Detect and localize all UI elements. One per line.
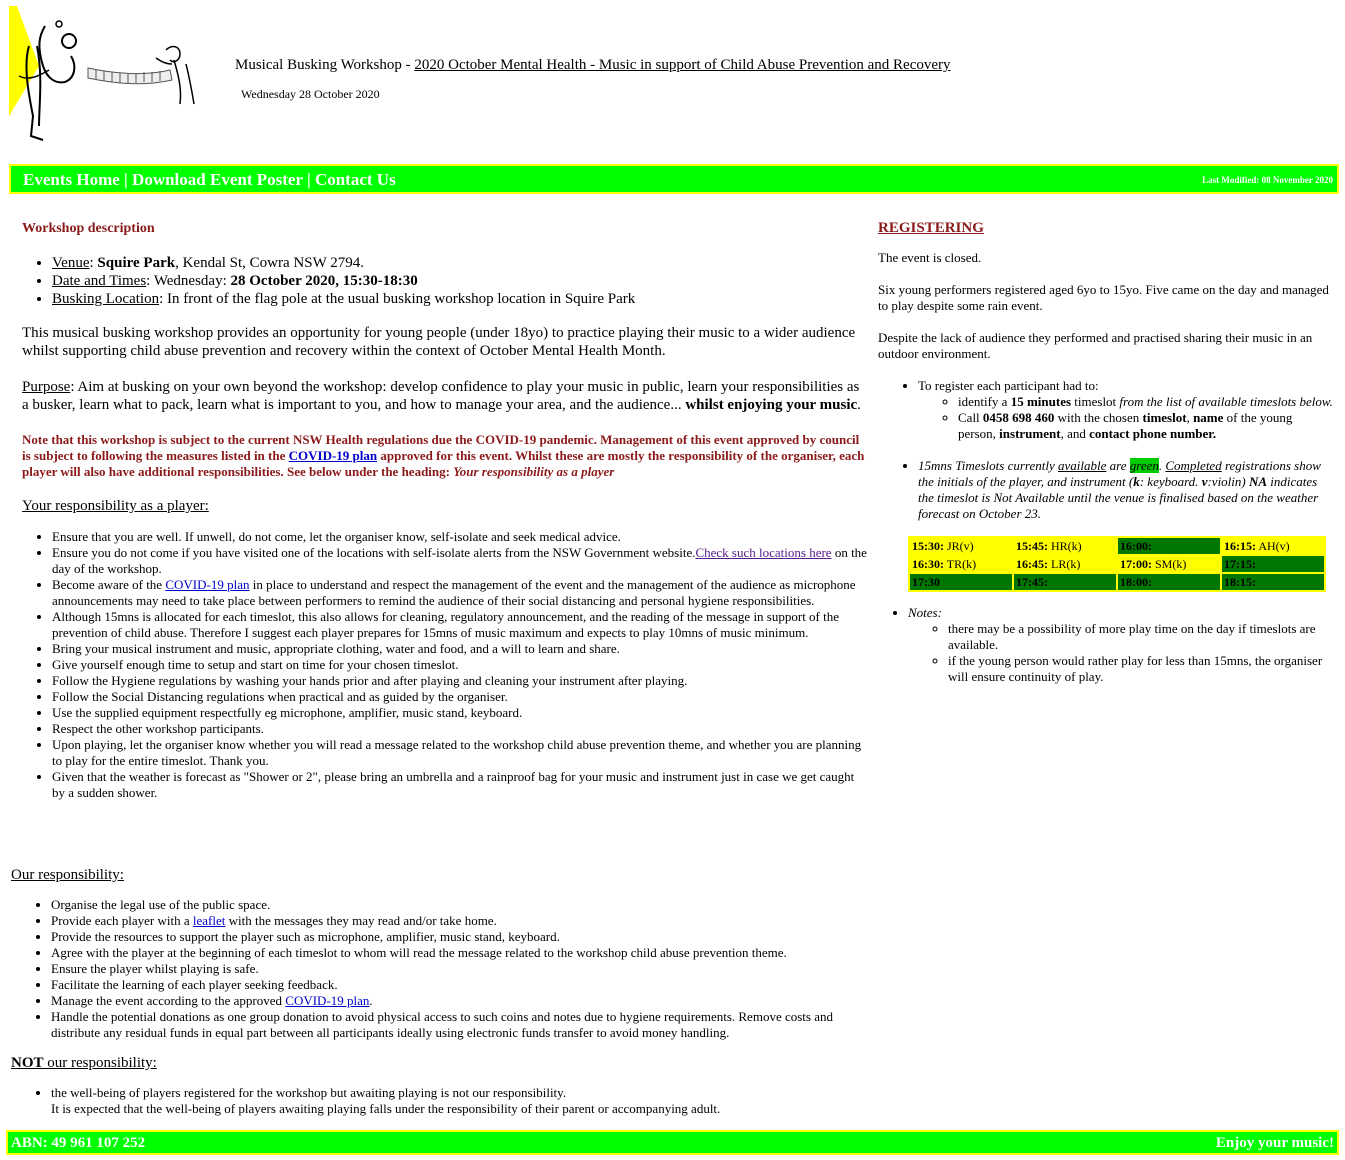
timeslot-time: 16:15:: [1224, 539, 1256, 553]
purpose-paragraph: [22, 378, 867, 414]
ts-available: available: [1058, 458, 1107, 473]
timeslot-cell: [1222, 556, 1324, 572]
timeslot-player: AH(v): [1256, 539, 1290, 553]
nav-download-poster-link[interactable]: Download Event Poster: [132, 170, 303, 189]
timeslot-player: HR(k): [1048, 539, 1082, 553]
not-heading-text: our responsibility:: [43, 1055, 157, 1071]
table-row: [910, 574, 1324, 590]
timeslot-time: 16:00:: [1120, 539, 1152, 553]
ts-green-highlight: green: [1129, 458, 1159, 473]
covid-note: [22, 432, 867, 480]
not-our-responsibility-list: [11, 1085, 871, 1117]
timeslot-cell: [910, 556, 1012, 572]
timeslot-time: 16:45:: [1016, 557, 1048, 571]
title-prefix: Musical Busking Workshop -: [235, 57, 415, 73]
timeslot-player: SM(k): [1152, 557, 1187, 571]
registration-steps-list: [878, 378, 1333, 442]
timeslot-player: JR(v): [944, 539, 974, 553]
list-item: • Provide the resources to support the player such as microphone, amplifier, music stand, keyboard.: [51, 929, 871, 945]
list-item: [51, 913, 871, 929]
date-value: 28 October 2020, 15:30-18:30: [230, 273, 418, 289]
covid-note-text: approved for this event. Whilst these are mostly the responsibility of the organiser, each player will also have additional responsibilities. See below under the heading:: [22, 448, 865, 479]
ts-text: indicates the timeslot is Not Available until the venue is finalised based on the weather forecast on October 23.: [918, 474, 1319, 521]
timeslot-time: 16:30:: [912, 557, 944, 571]
timeslot-time: 15:45:: [1016, 539, 1048, 553]
venue-name: Squire Park: [97, 255, 176, 271]
step-text: Call: [958, 410, 983, 425]
workshop-description-section: [22, 218, 867, 801]
step-bold: contact phone number.: [1089, 426, 1217, 441]
ts-text: :violin): [1207, 474, 1249, 489]
purpose-end: .: [857, 397, 861, 413]
venue-label: Venue: [52, 255, 90, 271]
timeslot-cell: [1118, 538, 1220, 554]
timeslot-cell: [1014, 574, 1116, 590]
list-item: • Follow the Hygiene regulations by washing your hands prior and after playing and cleaning your instrument after playing.: [52, 673, 867, 689]
list-item: • Follow the Social Distancing regulations when practical and as guided by the organiser.: [52, 689, 867, 705]
timeslot-time: 18:00:: [1120, 575, 1152, 589]
not-text: It is expected that the well-being of players awaiting playing falls under the responsibility of their parent or accompanying adult.: [51, 1101, 721, 1116]
our-responsibility-heading: [11, 866, 871, 884]
timeslot-cell: [910, 538, 1012, 554]
list-item: • Handle the potential donations as one group donation to avoid physical access to such coins and notes due to hygiene requirements. Remove costs and distribute any residual funds in equal part between all participants ideally using electronic funds transfer to avoid money handling.: [51, 1009, 871, 1041]
list-item: [51, 1085, 871, 1117]
nav-links: [23, 170, 396, 190]
notes-label: Notes:: [908, 605, 942, 620]
location-value: : In front of the flag pole at the usual busking workshop location in Squire Park: [159, 291, 636, 307]
timeslot-time: 17:15:: [1224, 557, 1256, 571]
resp-text: in place to understand and respect the management of the event and the management of the audience as microphone announcements may need to take place between performers to remind the audience of their social distancing and personal hygiene responsibilities.: [52, 577, 856, 608]
list-item: • Give yourself enough time to setup and start on time for your chosen timeslot.: [52, 657, 867, 673]
saxophone-player-logo-icon: [9, 6, 79, 146]
list-item: • Ensure that you are well. If unwell, do not come, let the organiser know, self-isolate and seek medical advice.: [52, 529, 867, 545]
step-text: of the young person,: [958, 410, 1293, 441]
to-register-text: To register each participant had to:: [918, 378, 1099, 393]
step-text: ,: [1186, 410, 1194, 425]
table-row: [910, 538, 1324, 554]
not-our-responsibility-heading: [11, 1054, 871, 1072]
our-text: .: [369, 993, 373, 1008]
timeslot-table-body: [910, 538, 1324, 590]
nav-separator: |: [119, 170, 133, 189]
nav-contact-us-link[interactable]: Contact Us: [314, 170, 396, 189]
list-item: ◦ there may be a possibility of more play time on the day if timeslots are available.: [948, 621, 1333, 653]
ts-text: are: [1106, 458, 1130, 473]
list-item: • Use the supplied equipment respectfully eg microphone, amplifier, music stand, keyboard.: [52, 705, 867, 721]
player-responsibility-list: [22, 529, 867, 801]
page-footer: [6, 1130, 1339, 1155]
event-details-list: [22, 254, 867, 308]
list-item: [958, 410, 1333, 442]
covid-note-italic: Your responsibility as a player: [453, 464, 615, 479]
resp-text: Ensure you do not come if you have visited one of the locations with self-isolate alerts from the NSW Government website.: [52, 545, 696, 560]
enjoy-text: Enjoy your music!: [1215, 1135, 1334, 1151]
ts-text: 15mns Timeslots currently: [918, 458, 1058, 473]
list-item: • Agree with the player at the beginning of each timeslot to whom will read the message related to the workshop child abuse prevention theme.: [51, 945, 871, 961]
purpose-text: : Aim at busking on your own beyond the workshop: develop confidence to play your music in public, learn your responsibilities as a busker, learn what to pack, learn what is important to you, and how to manage your area, and the audience...: [22, 379, 860, 413]
timeslot-time: 15:30:: [912, 539, 944, 553]
registration-summary: Six young performers registered aged 6yo to 15yo. Five came on the day and managed to play despite some rain event.: [878, 282, 1329, 313]
list-item: • Venue: Squire Park, Kendal St, Cowra NSW 2794.: [52, 254, 867, 272]
list-item: • Organise the legal use of the public space.: [51, 897, 871, 913]
abn-text: ABN: 49 961 107 252: [11, 1135, 146, 1151]
your-responsibility-heading: [22, 497, 867, 515]
timeslot-cell: [1118, 556, 1220, 572]
timeslot-cell: [1014, 556, 1116, 572]
step-bold: timeslot: [1142, 410, 1187, 425]
table-row: [910, 556, 1324, 572]
resp-text: on the day of the workshop.: [52, 545, 867, 576]
list-item: • Given that the weather is forecast as "Shower or 2", please bring an umbrella and a rainproof bag for your music and instrument just in case we get caught by a sudden shower.: [52, 769, 867, 801]
step-bold: 15 minutes: [1010, 394, 1072, 409]
event-closed-text: The event is closed.: [878, 250, 982, 265]
step-text: , and: [1060, 426, 1090, 441]
ts-bold: NA: [1248, 474, 1268, 489]
our-responsibility-heading-text: Our responsibility:: [11, 867, 124, 883]
keyboard-player-logo-icon: [86, 40, 198, 106]
list-item: • Although 15mns is allocated for each timeslot, this also allows for cleaning, regulatory announcement, and the reading of the message in support of the prevention of child abuse. Therefore I suggest each player prepares for 15mns of music maximum and expects to play 10mns of music minimum.: [52, 609, 867, 641]
list-item: [958, 394, 1333, 410]
your-responsibility-heading-text: Your responsibility as a player:: [22, 498, 209, 514]
list-item: [51, 993, 871, 1009]
step-bold: instrument: [999, 426, 1061, 441]
nav-events-home-link[interactable]: Events Home: [23, 170, 120, 189]
step-text: timeslot: [1071, 394, 1120, 409]
page-title: [235, 57, 951, 74]
list-item: [918, 458, 1333, 522]
list-item: [52, 545, 867, 577]
timeslot-time: 17:45:: [1016, 575, 1048, 589]
timeslot-cell: [1222, 538, 1324, 554]
list-item: • Facilitate the learning of each player seeking feedback.: [51, 977, 871, 993]
our-text: with the messages they may read and/or take home.: [225, 913, 497, 928]
covid-plan-link[interactable]: COVID-19 plan: [285, 993, 370, 1008]
audience-note: Despite the lack of audience they performed and practised sharing their music in an outdoor environment.: [878, 330, 1313, 361]
timeslot-cell: [910, 574, 1012, 590]
phone-number: 0458 698 460: [982, 410, 1055, 425]
step-italic: from the list of available timeslots below.: [1119, 394, 1333, 409]
notes-list: [878, 605, 1333, 685]
not-text: the well-being of players registered for the workshop but awaiting playing is not our responsibility.: [51, 1085, 567, 1100]
ts-text: registrations show the initials of the player, and instrument (: [918, 458, 1321, 489]
event-date: Wednesday 28 October 2020: [241, 87, 380, 101]
registering-section: [878, 218, 1333, 685]
timeslot-player: TR(k): [944, 557, 977, 571]
list-item: • Bring your musical instrument and music, appropriate clothing, water and food, and a will to learn and share.: [52, 641, 867, 657]
timeslot-cell: [1014, 538, 1116, 554]
check-locations-link[interactable]: Check such locations here: [695, 545, 832, 560]
ts-text: .: [1158, 458, 1166, 473]
title-link[interactable]: 2020 October Mental Health - Music in support of Child Abuse Prevention and Recovery: [414, 57, 951, 73]
workshop-heading: Workshop description: [22, 221, 155, 236]
last-modified: Last Modified: 08 November 2020: [1202, 175, 1333, 185]
timeslot-time: 17:30: [912, 575, 940, 589]
timeslot-time: 18:15:: [1224, 575, 1256, 589]
timeslot-table: [908, 536, 1326, 592]
list-item: ◦ if the young person would rather play for less than 15mns, the organiser will ensure continuity of play.: [948, 653, 1333, 685]
covid-plan-link[interactable]: COVID-19 plan: [165, 577, 250, 592]
purpose-label: Purpose: [22, 379, 71, 395]
our-responsibility-list: [11, 897, 871, 1041]
purpose-bold: whilst enjoying your music: [685, 397, 858, 413]
our-responsibility-section: [11, 866, 871, 1117]
timeslot-player: LR(k): [1048, 557, 1081, 571]
timeslot-time: 17:00:: [1120, 557, 1152, 571]
notes-sublist: [908, 621, 1333, 685]
leaflet-link[interactable]: leaflet: [192, 913, 226, 928]
list-item: [52, 290, 867, 308]
ts-bold: k: [1133, 474, 1140, 489]
list-item: • Ensure the player whilst playing is safe.: [51, 961, 871, 977]
ts-bold: v: [1201, 474, 1208, 489]
not-bold: NOT: [11, 1055, 44, 1071]
list-item: [52, 577, 867, 609]
ts-text: : keyboard.: [1139, 474, 1202, 489]
intro-paragraph: This musical busking workshop provides an opportunity for young people (under 18yo) to practice playing their music to a wider audience whilst supporting child abuse prevention and recovery within the context of October Mental Health Month.: [22, 325, 856, 359]
timeslot-info-list: [878, 458, 1333, 522]
list-item: [918, 378, 1333, 442]
list-item: • Upon playing, let the organiser know whether you will read a message related to the workshop child abuse prevention theme, and whether you are planning to play for the entire timeslot. Thank you.: [52, 737, 867, 769]
step-text: identify a: [958, 394, 1011, 409]
list-item: [908, 605, 1333, 685]
timeslot-cell: [1118, 574, 1220, 590]
step-text: with the chosen: [1054, 410, 1143, 425]
our-text: Manage the event according to the approved: [51, 993, 286, 1008]
ts-completed: Completed: [1165, 458, 1222, 473]
list-item: • Respect the other workshop participants.: [52, 721, 867, 737]
list-item: [52, 272, 867, 290]
our-text: Provide each player with a: [51, 913, 193, 928]
date-label: Date and Times: [52, 273, 147, 289]
venue-address: , Kendal St, Cowra NSW 2794.: [175, 255, 364, 271]
covid-note-text: Note that this workshop is subject to the current NSW Health regulations due the COVID-19 pandemic. Management of this event approved by council is subject to following the measures listed in the: [22, 432, 860, 463]
resp-text: Become aware of the: [52, 577, 166, 592]
covid-plan-link[interactable]: COVID-19 plan: [288, 448, 378, 463]
nav-bar: [9, 164, 1339, 194]
date-prefix: : Wednesday:: [146, 273, 231, 289]
step-bold: name: [1193, 410, 1224, 425]
page-header: [0, 0, 1345, 160]
nav-separator: |: [302, 170, 315, 189]
timeslot-cell: [1222, 574, 1324, 590]
location-label: Busking Location: [52, 291, 160, 307]
registration-substeps: [918, 394, 1333, 442]
registering-heading: REGISTERING: [878, 220, 984, 236]
